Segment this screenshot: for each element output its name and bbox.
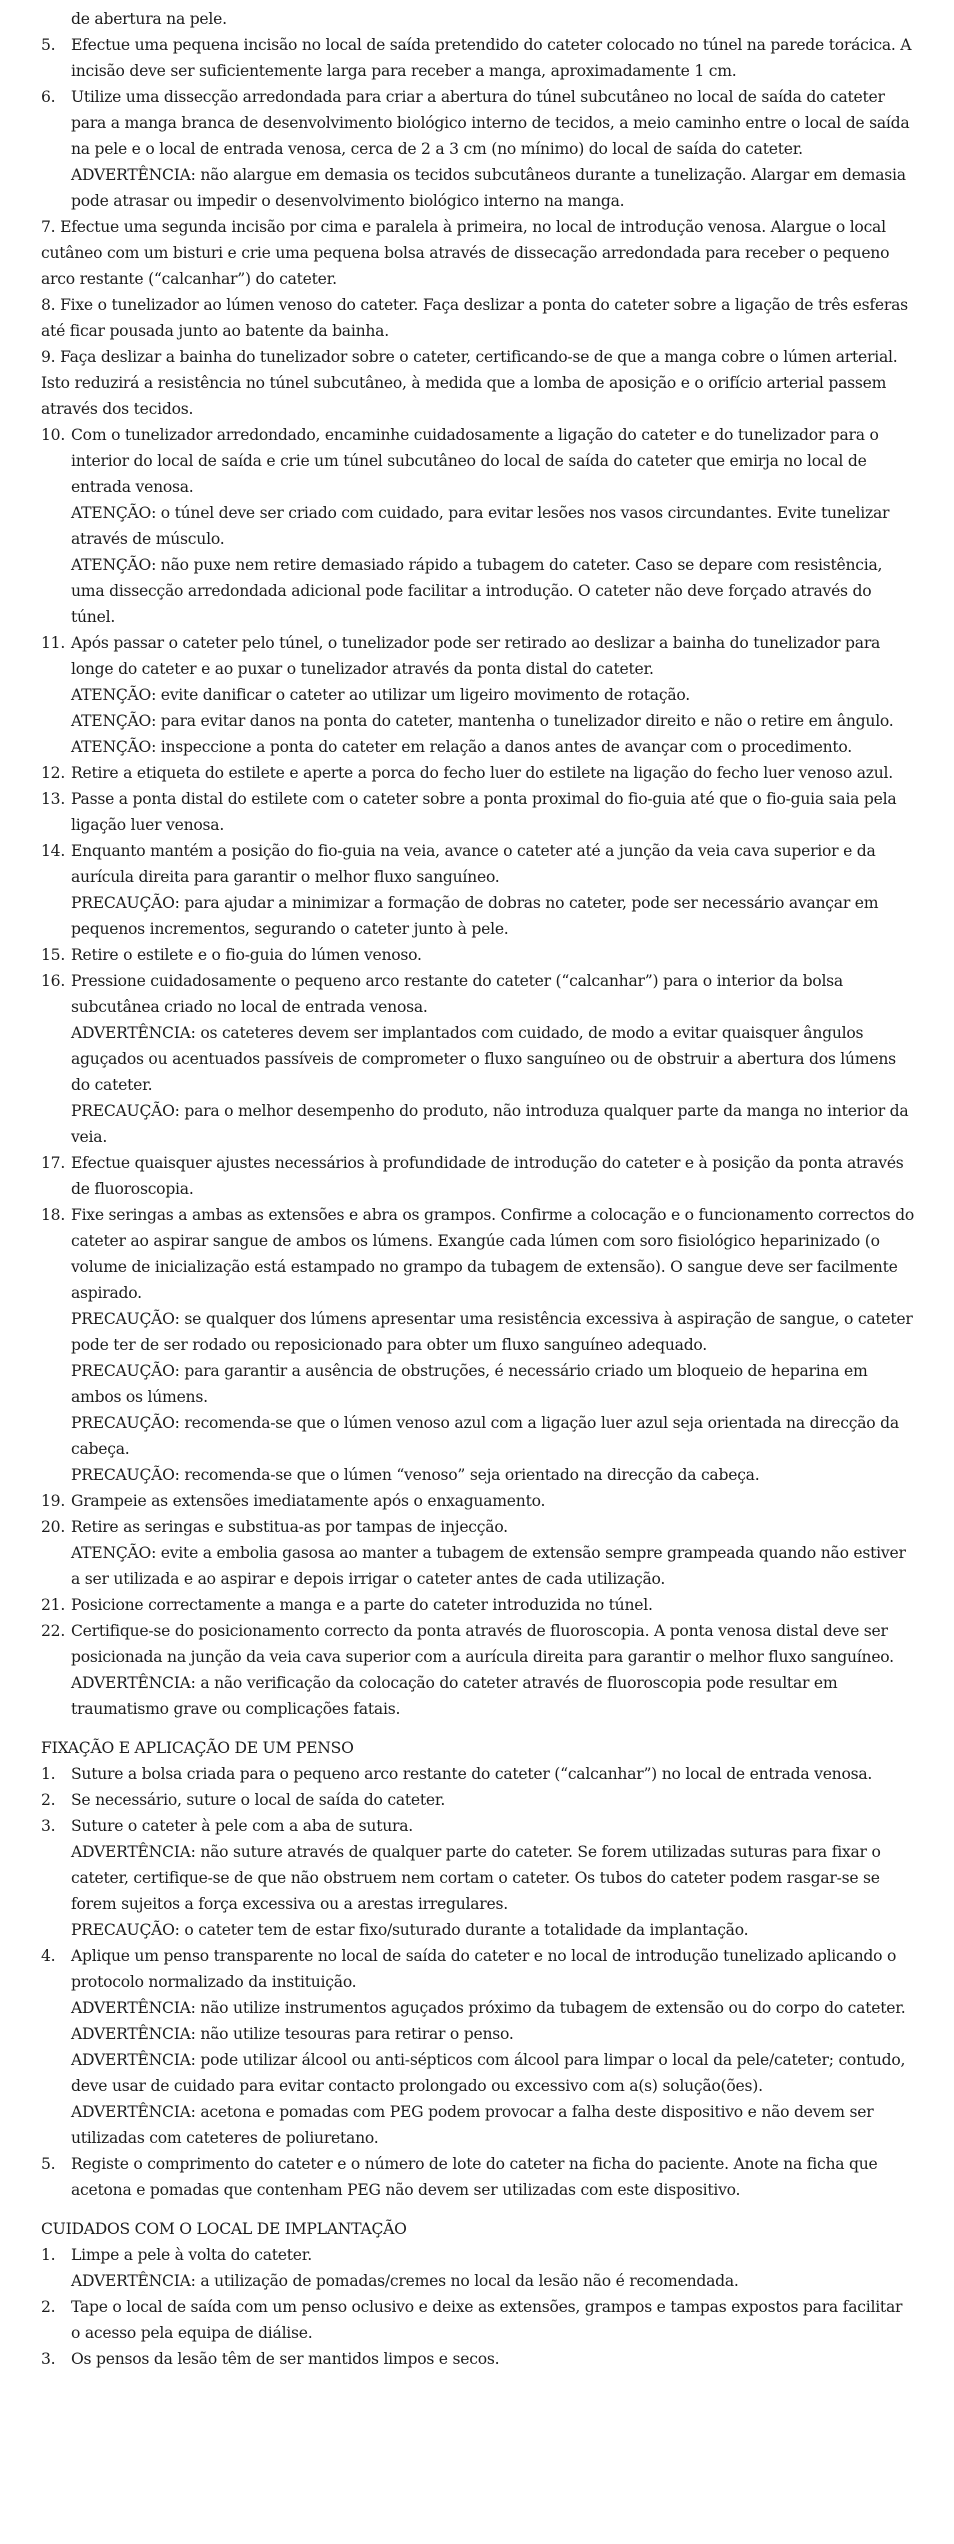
item-note: ATENÇÃO: inspeccione a ponta do cateter em relação a danos antes de avançar com o procedimento. bbox=[71, 738, 852, 756]
list-item bbox=[41, 1202, 914, 1488]
fixation-list bbox=[41, 1761, 914, 2203]
item-body bbox=[71, 1202, 914, 1488]
item-note: ADVERTÊNCIA: pode utilizar álcool ou anti-sépticos com álcool para limpar o local da pele/cateter; contudo, deve usar de cuidado para evitar contacto prolongado ou excessivo com a(s) solução(ões). bbox=[71, 2051, 906, 2095]
list-item bbox=[41, 2151, 914, 2203]
section-heading-care: CUIDADOS COM O LOCAL DE IMPLANTAÇÃO bbox=[41, 2220, 407, 2238]
item-note: PRECAUÇÃO: para o melhor desempenho do produto, não introduza qualquer parte da manga no interior da veia. bbox=[71, 1102, 909, 1146]
item-note: ATENÇÃO: o túnel deve ser criado com cuidado, para evitar lesões nos vasos circundantes. Evite tunelizar através de músculo. bbox=[71, 504, 890, 548]
item-body bbox=[71, 1813, 914, 1943]
item-number: 19. bbox=[41, 1492, 66, 1510]
item-note: PRECAUÇÃO: para garantir a ausência de obstruções, é necessário criado um bloqueio de heparina em ambos os lúmens. bbox=[71, 1362, 868, 1406]
item-number: 12. bbox=[41, 764, 66, 782]
list-item bbox=[41, 1150, 914, 1202]
item-note: ADVERTÊNCIA: os cateteres devem ser implantados com cuidado, de modo a evitar quaisquer ângulos aguçados ou acentuados passíveis de comprometer o fluxo sanguíneo ou de obstruir a abertura dos lúmens do cateter. bbox=[71, 1024, 896, 1094]
item-text: Fixe seringas a ambas as extensões e abra os grampos. Confirme a colocação e o funcionamento correctos do cateter ao aspirar sangue de ambos os lúmens. Exangúe cada lúmen com soro fisiológico heparinizado (o volume de inicialização está estampado no grampo da tubagem de extensão). O sangue deve ser facilmente aspirado. bbox=[71, 1206, 914, 1302]
item-note: PRECAUÇÃO: o cateter tem de estar fixo/suturado durante a totalidade da implantação. bbox=[71, 1921, 749, 1939]
item-note: PRECAUÇÃO: recomenda-se que o lúmen venoso azul com a ligação luer azul seja orientada na direcção da cabeça. bbox=[71, 1414, 899, 1458]
list-item bbox=[41, 1813, 914, 1943]
item-body bbox=[71, 786, 914, 838]
list-item bbox=[41, 1514, 914, 1592]
item-note: ADVERTÊNCIA: a não verificação da colocação do cateter através de fluoroscopia pode resultar em traumatismo grave ou complicações fatais. bbox=[71, 1674, 838, 1718]
list-item bbox=[41, 32, 914, 84]
item-number: 6. bbox=[41, 88, 56, 106]
item-note: ADVERTÊNCIA: não utilize instrumentos aguçados próximo da tubagem de extensão ou do corpo do cateter. bbox=[71, 1999, 906, 2017]
item-number: 1. bbox=[41, 1765, 56, 1783]
item-body bbox=[71, 2346, 914, 2372]
item-number: 2. bbox=[41, 1791, 56, 1809]
item-note: ATENÇÃO: evite danificar o cateter ao utilizar um ligeiro movimento de rotação. bbox=[71, 686, 690, 704]
item-text: Efectue uma pequena incisão no local de saída pretendido do cateter colocado no túnel na parede torácica. A incisão deve ser suficientemente larga para receber a manga, aproximadamente 1 cm. bbox=[71, 36, 912, 80]
item-text: Efectue quaisquer ajustes necessários à profundidade de introdução do cateter e à posição da ponta através de fluoroscopia. bbox=[71, 1154, 904, 1198]
item-note: ATENÇÃO: não puxe nem retire demasiado rápido a tubagem do cateter. Caso se depare com resistência, uma dissecção arredondada adicional pode facilitar a introdução. O cateter não deve forçado através do túnel. bbox=[71, 556, 883, 626]
list-item bbox=[41, 422, 914, 630]
item-text: Certifique-se do posicionamento correcto da ponta através de fluoroscopia. A ponta venosa distal deve ser posicionada na junção da veia cava superior com a aurícula direita para garantir o melhor fluxo sanguíneo. bbox=[71, 1622, 894, 1666]
item-note: ADVERTÊNCIA: não alargue em demasia os tecidos subcutâneos durante a tunelização. Alargar em demasia pode atrasar ou impedir o desenvolvimento biológico interno na manga. bbox=[71, 166, 906, 210]
list-item bbox=[41, 1488, 914, 1514]
item-text: Limpe a pele à volta do cateter. bbox=[71, 2246, 312, 2264]
item-text: Registe o comprimento do cateter e o número de lote do cateter na ficha do paciente. Anote na ficha que acetona e pomadas que contenham PEG não devem ser utilizadas com este dispositivo. bbox=[71, 2155, 878, 2199]
item-body bbox=[71, 1150, 914, 1202]
item-body bbox=[71, 84, 914, 214]
steps-list-a bbox=[41, 32, 914, 214]
item-body bbox=[71, 1787, 914, 1813]
item-text: Tape o local de saída com um penso oclusivo e deixe as extensões, grampos e tampas expostos para facilitar o acesso pela equipa de diálise. bbox=[71, 2298, 903, 2342]
item-body bbox=[71, 2151, 914, 2203]
item-number: 1. bbox=[41, 2246, 56, 2264]
item-number: 14. bbox=[41, 842, 66, 860]
list-item bbox=[41, 1787, 914, 1813]
inline-step: 8. Fixe o tunelizador ao lúmen venoso do cateter. Faça deslizar a ponta do cateter sobre a ligação de três esferas até ficar pousada junto ao batente da bainha. bbox=[41, 296, 908, 340]
list-item bbox=[41, 630, 914, 760]
list-item bbox=[41, 2294, 914, 2346]
inline-step: 9. Faça deslizar a bainha do tunelizador sobre o cateter, certificando-se de que a manga cobre o lúmen arterial. Isto reduzirá a resistência no túnel subcutâneo, à medida que a lomba de aposição e o orifício arterial passem através dos tecidos. bbox=[41, 348, 898, 418]
list-item bbox=[41, 968, 914, 1150]
list-item bbox=[41, 1943, 914, 2151]
document-page bbox=[41, 6, 914, 2372]
item-note: PRECAUÇÃO: recomenda-se que o lúmen “venoso” seja orientado na direcção da cabeça. bbox=[71, 1466, 760, 1484]
item-body bbox=[71, 32, 914, 84]
item-number: 13. bbox=[41, 790, 66, 808]
item-number: 2. bbox=[41, 2298, 56, 2316]
item-body bbox=[71, 1514, 914, 1592]
item-body bbox=[71, 838, 914, 942]
item-body bbox=[71, 2294, 914, 2346]
item-text: Passe a ponta distal do estilete com o cateter sobre a ponta proximal do fio-guia até que o fio-guia saia pela ligação luer venosa. bbox=[71, 790, 897, 834]
list-item bbox=[41, 1592, 914, 1618]
item-body bbox=[71, 1592, 914, 1618]
item-body bbox=[71, 1761, 914, 1787]
list-item bbox=[41, 838, 914, 942]
item-note: PRECAUÇÃO: se qualquer dos lúmens apresentar uma resistência excessiva à aspiração de sangue, o cateter pode ter de ser rodado ou reposicionado para obter um fluxo sanguíneo adequado. bbox=[71, 1310, 913, 1354]
item-text: Utilize uma dissecção arredondada para criar a abertura do túnel subcutâneo no local de saída do cateter para a manga branca de desenvolvimento biológico interno de tecidos, a meio caminho entre o local de saída na pele e o local de entrada venosa, cerca de 2 a 3 cm (no mínimo) do local de saída do cateter. bbox=[71, 88, 910, 158]
item-number: 4. bbox=[41, 1947, 56, 1965]
item-number: 11. bbox=[41, 634, 66, 652]
item-text: Se necessário, suture o local de saída do cateter. bbox=[71, 1791, 446, 1809]
item-text: Aplique um penso transparente no local de saída do cateter e no local de introdução tunelizado aplicando o protocolo normalizado da instituição. bbox=[71, 1947, 897, 1991]
item-number: 18. bbox=[41, 1206, 66, 1224]
inline-step: 7. Efectue uma segunda incisão por cima e paralela à primeira, no local de introdução venosa. Alargue o local cutâneo com um bisturi e crie uma pequena bolsa através de dissecação arredondada para receber o pequeno arco restante (“calcanhar”) do cateter. bbox=[41, 218, 890, 288]
steps-list-b bbox=[41, 422, 914, 1722]
list-item bbox=[41, 2346, 914, 2372]
list-item bbox=[41, 760, 914, 786]
item-text: Os pensos da lesão têm de ser mantidos limpos e secos. bbox=[71, 2350, 500, 2368]
item-number: 5. bbox=[41, 36, 56, 54]
item-body bbox=[71, 942, 914, 968]
item-note: ADVERTÊNCIA: não suture através de qualquer parte do cateter. Se forem utilizadas suturas para fixar o cateter, certifique-se de que não obstruem nem cortam o cateter. Os tubos do cateter podem rasgar-se se forem sujeitos a força excessiva ou a arestas irregulares. bbox=[71, 1843, 881, 1913]
item-number: 3. bbox=[41, 2350, 56, 2368]
list-item bbox=[41, 1618, 914, 1722]
item-body bbox=[71, 1488, 914, 1514]
care-list bbox=[41, 2242, 914, 2372]
item-number: 20. bbox=[41, 1518, 66, 1536]
item-body bbox=[71, 2242, 914, 2294]
section-heading-fixation: FIXAÇÃO E APLICAÇÃO DE UM PENSO bbox=[41, 1739, 354, 1757]
item-number: 17. bbox=[41, 1154, 66, 1172]
list-item bbox=[41, 786, 914, 838]
item-text: Grampeie as extensões imediatamente após o enxaguamento. bbox=[71, 1492, 546, 1510]
item-number: 10. bbox=[41, 426, 66, 444]
item-number: 21. bbox=[41, 1596, 66, 1614]
item-note: ADVERTÊNCIA: a utilização de pomadas/cremes no local da lesão não é recomendada. bbox=[71, 2272, 739, 2290]
item-note: ATENÇÃO: evite a embolia gasosa ao manter a tubagem de extensão sempre grampeada quando não estiver a ser utilizada e ao aspirar e depois irrigar o cateter antes de cada utilização. bbox=[71, 1544, 906, 1588]
item-text: Posicione correctamente a manga e a parte do cateter introduzida no túnel. bbox=[71, 1596, 653, 1614]
list-item bbox=[41, 1761, 914, 1787]
item-text: Retire o estilete e o fio-guia do lúmen venoso. bbox=[71, 946, 422, 964]
item-number: 3. bbox=[41, 1817, 56, 1835]
item-number: 22. bbox=[41, 1622, 66, 1640]
item-number: 15. bbox=[41, 946, 66, 964]
item-text: Pressione cuidadosamente o pequeno arco restante do cateter (“calcanhar”) para o interior da bolsa subcutânea criado no local de entrada venosa. bbox=[71, 972, 843, 1016]
item-text: Retire as seringas e substitua-as por tampas de injecção. bbox=[71, 1518, 508, 1536]
item-text: Suture a bolsa criada para o pequeno arco restante do cateter (“calcanhar”) no local de entrada venosa. bbox=[71, 1765, 873, 1783]
item-body bbox=[71, 630, 914, 760]
continued-line: de abertura na pele. bbox=[71, 10, 227, 28]
item-text: Após passar o cateter pelo túnel, o tunelizador pode ser retirado ao deslizar a bainha do tunelizador para longe do cateter e ao puxar o tunelizador através da ponta distal do cateter. bbox=[71, 634, 881, 678]
item-text: Retire a etiqueta do estilete e aperte a porca do fecho luer do estilete na ligação do fecho luer venoso azul. bbox=[71, 764, 893, 782]
inline-steps-list bbox=[41, 214, 914, 422]
list-item bbox=[41, 942, 914, 968]
item-number: 5. bbox=[41, 2155, 56, 2173]
item-body bbox=[71, 422, 914, 630]
item-text: Suture o cateter à pele com a aba de sutura. bbox=[71, 1817, 413, 1835]
item-body bbox=[71, 760, 914, 786]
item-text: Com o tunelizador arredondado, encaminhe cuidadosamente a ligação do cateter e do tunelizador para o interior do local de saída e crie um túnel subcutâneo do local de saída do cateter que emirja no local de entrada venosa. bbox=[71, 426, 879, 496]
item-number: 16. bbox=[41, 972, 66, 990]
list-item bbox=[41, 2242, 914, 2294]
item-note: ADVERTÊNCIA: não utilize tesouras para retirar o penso. bbox=[71, 2025, 514, 2043]
item-body bbox=[71, 1943, 914, 2151]
item-body bbox=[71, 968, 914, 1150]
item-body bbox=[71, 1618, 914, 1722]
item-note: ATENÇÃO: para evitar danos na ponta do cateter, mantenha o tunelizador direito e não o retire em ângulo. bbox=[71, 712, 894, 730]
list-item bbox=[41, 84, 914, 214]
item-text: Enquanto mantém a posição do fio-guia na veia, avance o cateter até a junção da veia cava superior e da aurícula direita para garantir o melhor fluxo sanguíneo. bbox=[71, 842, 876, 886]
item-note: PRECAUÇÃO: para ajudar a minimizar a formação de dobras no cateter, pode ser necessário avançar em pequenos incrementos, segurando o cateter junto à pele. bbox=[71, 894, 879, 938]
item-note: ADVERTÊNCIA: acetona e pomadas com PEG podem provocar a falha deste dispositivo e não devem ser utilizadas com cateteres de poliuretano. bbox=[71, 2103, 874, 2147]
